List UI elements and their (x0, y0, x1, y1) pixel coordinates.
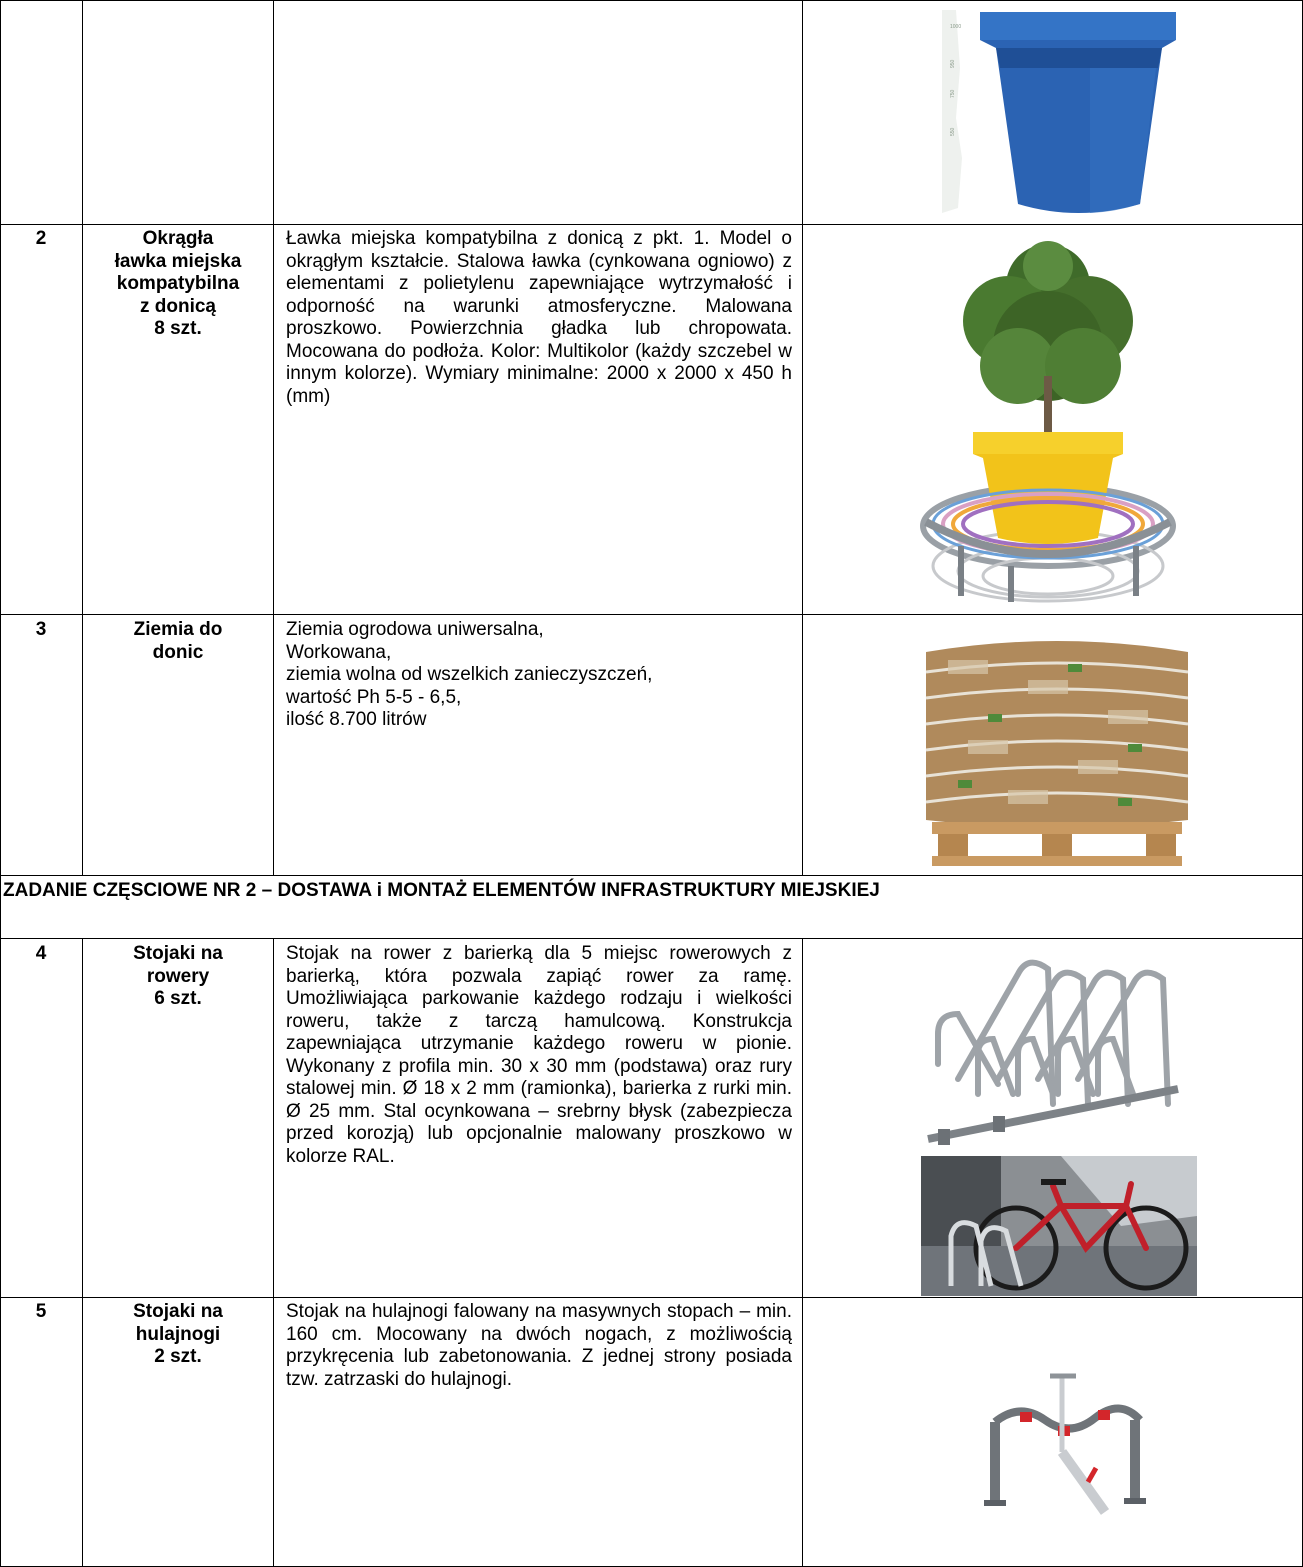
grid-line (802, 938, 803, 1567)
item-name-line: rowery (146, 965, 210, 987)
section-title: ZADANIE CZĘSCIOWE NR 2 – DOSTAWA i MONTAŻ ELEMENTÓW INFRASTRUKTURY MIEJSKIEJ (3, 880, 880, 901)
grid-line (0, 1297, 1303, 1298)
item-description: Stojak na rower z barierką dla 5 miejsc rowerowych z barierką, która pozwala zapiąć rower za ramę. Umożliwiająca parkowanie każdego rodzaju i wielkości roweru, także z tarczą hamulcową. Konstrukcja zapewniająca utrzymanie każdego roweru w pionie. Wykonany z profila min. 30 x 30 mm (podstawa) oraz rury stalowej min. Ø 18 x 2 mm (ramionka), barierka z rurki min. Ø 25 mm. Stal ocynkowana – srebrny błysk (zabezpiecza przed korozją) lub opcjonalnie malowany proszkowo w kolorze RAL. (286, 943, 792, 1167)
item-name-line: 8 szt. (154, 318, 202, 339)
grid-line (0, 224, 1303, 225)
grid-line (273, 938, 274, 1567)
grid-line (82, 938, 83, 1567)
item-name-line: Stojaki na (133, 943, 223, 964)
soil-bags-pallet-icon (918, 630, 1196, 874)
bike-rack-icon (918, 944, 1198, 1152)
item-name-line: donic (152, 641, 204, 663)
item-name-line: ławka miejska (114, 250, 242, 272)
grid-line (0, 938, 1, 1567)
item-description (286, 619, 789, 732)
item-name-line: Ziemia do (133, 619, 223, 640)
row-number: 3 (35, 619, 47, 640)
planter-dim-label: 1000 (950, 24, 962, 30)
grid-line (0, 875, 1303, 876)
grid-line (0, 0, 1, 875)
planter-dim-label: 550 (950, 127, 956, 136)
grid-line (0, 938, 1303, 939)
grid-line (0, 875, 1, 938)
tree-planter-bench-icon (918, 226, 1180, 610)
item-name (83, 619, 273, 664)
description-line: Workowana, (286, 641, 392, 663)
item-name-line: Okrągła (142, 228, 214, 249)
grid-line (802, 0, 803, 875)
item-name-line: z donicą (139, 295, 216, 317)
grid-line (0, 614, 1303, 615)
item-name (83, 228, 273, 341)
item-name (83, 943, 273, 1011)
bike-in-rack-photo-icon (921, 1156, 1197, 1296)
item-name-line: 6 szt. (154, 988, 202, 1009)
item-description: Stojak na hulajnogi falowany na masywnych stopach – min. 160 cm. Mocowany na dwóch nogach, z możliwością przykręcenia lub zabetonowania. Z jednej strony posiada tzw. zatrzaski do hulajnogi. (286, 1301, 792, 1390)
item-name-line: 2 szt. (154, 1346, 202, 1367)
item-name-line: kompatybilna (116, 273, 240, 294)
planter-dim-label: 750 (950, 89, 956, 98)
item-description: Ławka miejska kompatybilna z donicą z pkt. 1. Model o okrągłym kształcie. Stalowa ławka (cynkowana ogniowo) z elementami z polietylenu zapewniające wytrzymałość i odporność na warunki atmosferyczne. Malowana proszkowo. Powierzchnia gładka lub chropowata. Mocowana do podłoża. Kolor: Multikolor (każdy szczebel w innym kolorze). Wymiary minimalne: 2000 x 2000 x 450 h (mm) (286, 228, 792, 407)
grid-line (0, 0, 1303, 1)
item-name (83, 1301, 273, 1369)
description-line: Ziemia ogrodowa uniwersalna, (286, 619, 544, 640)
description-line: wartość Ph 5-5 - 6,5, (286, 686, 462, 708)
blue-planter-icon (940, 8, 1180, 220)
planter-dim-label: 950 (950, 59, 956, 68)
row-number: 4 (35, 943, 47, 964)
grid-line (82, 0, 83, 875)
item-name-line: hulajnogi (135, 1323, 221, 1345)
row-number: 2 (35, 228, 47, 249)
scooter-rack-icon (980, 1372, 1150, 1522)
row-number: 5 (35, 1301, 47, 1322)
description-line: ziemia wolna od wszelkich zanieczyszczeń, (286, 664, 653, 685)
description-line: ilość 8.700 litrów (286, 709, 427, 730)
item-name-line: Stojaki na (133, 1301, 223, 1322)
grid-line (273, 0, 274, 875)
